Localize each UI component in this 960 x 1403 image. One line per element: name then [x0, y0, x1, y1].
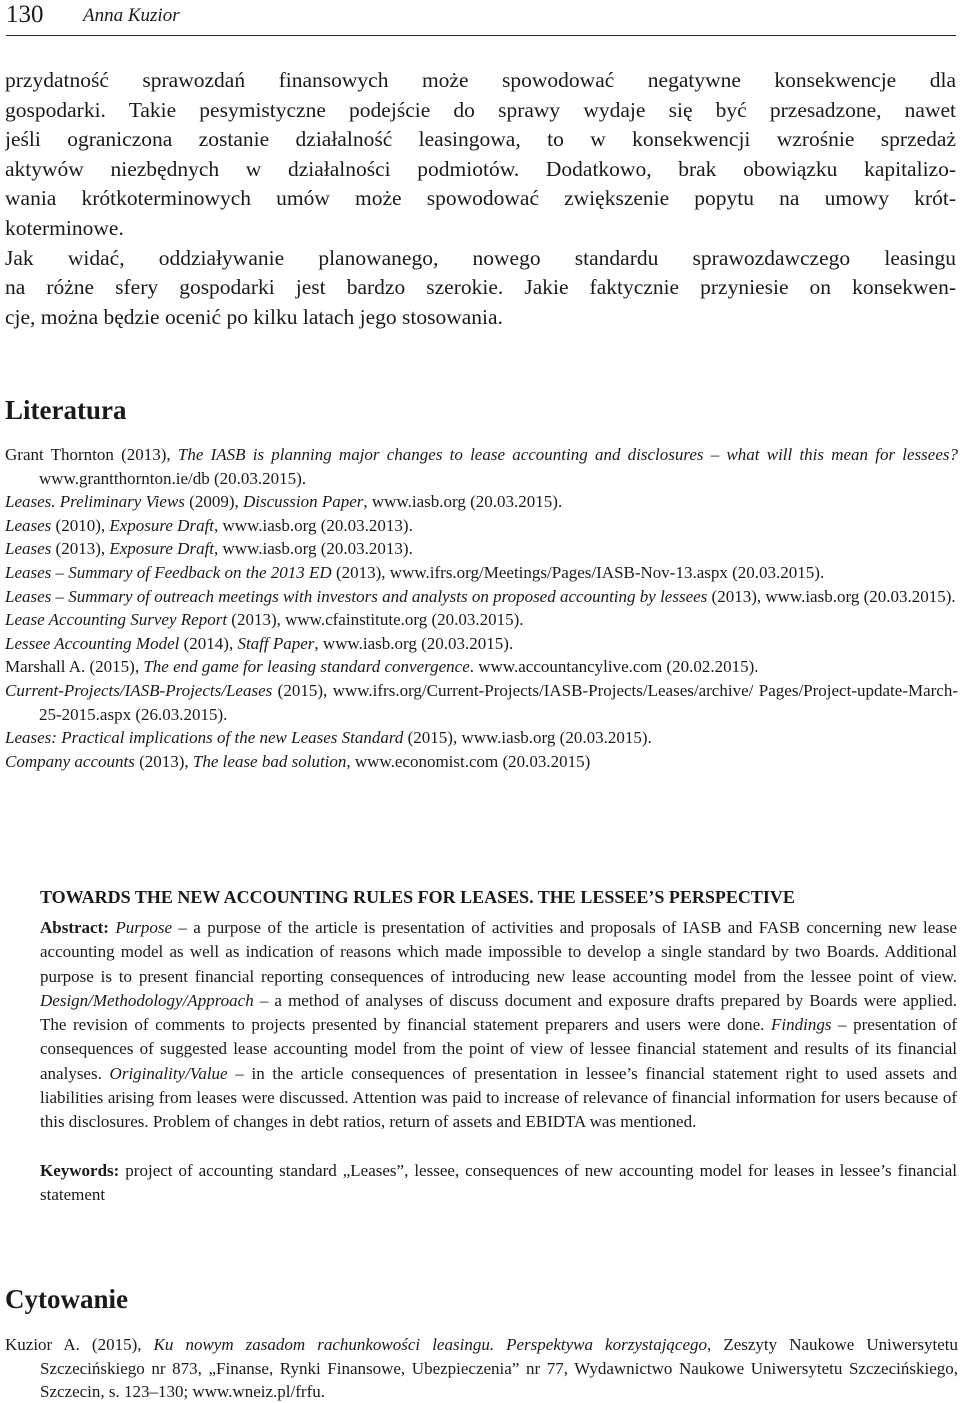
keywords-paragraph: Keywords: project of accounting standard „Leases”, lessee, consequences of new accounting model for leases in lessee’s financial statement	[40, 1160, 957, 1204]
reference-item: Leases: Practical implications of the new Leases Standard (2015), www.iasb.org (20.03.2015).	[5, 728, 652, 748]
body-line: koterminowe.	[5, 215, 124, 240]
reference-item: Leases (2010), Exposure Draft, www.iasb.org (20.03.2013).	[5, 515, 413, 535]
body-line: aktywów niezbędnych w działalności podmiotów. Dodatkowo, brak obowiązku kapitalizo-	[5, 156, 956, 181]
body-line: przydatność sprawozdań finansowych może spowodować negatywne konsekwencje dla	[5, 68, 956, 92]
reference-item: Company accounts (2013), The lease bad solution, www.economist.com (20.03.2015)	[5, 751, 591, 771]
reference-item: Leases – Summary of outreach meetings with investors and analysts on proposed accounting by lessees (2013), www.iasb.org (20.03.2015).	[5, 586, 956, 606]
reference-item: Marshall A. (2015), The end game for leasing standard convergence. www.accountancylive.com (20.02.2015).	[5, 657, 759, 677]
abstract-paragraph: Abstract: Purpose – a purpose of the article is presentation of activities and proposals of IASB and FASB concerning new lease accounting model as well as indication of reasons which made impossible to develop a single standard by two Boards. Additional purpose is to present financial reporting consequences of introducing new lease accounting model from the lessee point of view. Design/Methodology/Approach – a method of analyses of discuss document and exposure drafts prepared by Boards were applied. The revision of comments to projects presented by financial statement preparers and users were done. Findings – presentation of consequences of suggested lease accounting model from the point of view of lessee financial statement and results of its financial analyses. Originality/Value – in the article consequences of presentation in lessee’s financial statement right to used assets and liabilities arising from leases were discussed. Attention was paid to increase of relevance of financial information for users because of this disclosures. Problem of changes in debt ratios, return of assets and EBIDTA was mentioned.	[40, 918, 957, 1132]
body-line: Jak widać, oddziaływanie planowanego, nowego standardu sprawozdawczego leasingu	[5, 245, 956, 270]
body-text	[5, 66, 956, 332]
body-line: na różne sfery gospodarki jest bardzo szerokie. Jakie faktycznie przyniesie on konsekwen-	[5, 275, 956, 300]
reference-item: Leases. Preliminary Views (2009), Discussion Paper, www.iasb.org (20.03.2015).	[5, 492, 563, 512]
reference-item: Lessee Accounting Model (2014), Staff Paper, www.iasb.org (20.03.2015).	[5, 633, 514, 653]
reference-item: Leases (2013), Exposure Draft, www.iasb.org (20.03.2013).	[5, 539, 413, 559]
cytowanie-heading: Cytowanie	[5, 1284, 128, 1314]
body-line: jeśli ograniczona zostanie działalność leasingowa, to w konsekwencji wzrośnie sprzedaż	[5, 127, 956, 152]
reference-item: Lease Accounting Survey Report (2013), www.cfainstitute.org (20.03.2015).	[5, 610, 524, 630]
citation-text: Kuzior A. (2015), Ku nowym zasadom rachunkowości leasingu. Perspektywa korzystającego, Zeszyty Naukowe Uniwersytetu Szczecińskiego nr 873, „Finanse, Rynki Finansowe, Ubezpieczenia” nr 77, Wydawnictwo Naukowe Uniwersytetu Szczecińskiego, Szczecin, s. 123–130; www.wneiz.pl/frfu.	[5, 1335, 958, 1401]
reference-item: Leases – Summary of Feedback on the 2013 ED (2013), www.ifrs.org/Meetings/Pages/IASB-Nov-13.aspx (20.03.2015).	[5, 562, 825, 582]
english-title: TOWARDS THE NEW ACCOUNTING RULES FOR LEASES. THE LESSEE’S PERSPECTIVE	[40, 887, 795, 907]
reference-item: Grant Thornton (2013), The IASB is planning major changes to lease accounting and disclosures – what will this mean for lessees? www.grantthornton.ie/db (20.03.2015).	[5, 445, 958, 488]
english-summary	[40, 884, 957, 1207]
running-header	[6, 0, 956, 36]
body-line: cje, można będzie ocenić po kilku latach jego stosowania.	[5, 304, 503, 329]
body-line: gospodarki. Takie pesymistyczne podejście do sprawy wydaje się być przesadzone, nawet	[5, 97, 956, 122]
page-number: 130	[6, 1, 44, 28]
running-author: Anna Kuzior	[83, 5, 180, 26]
reference-item: Current-Projects/IASB-Projects/Leases (2015), www.ifrs.org/Current-Projects/IASB-Projects/Leases/archive/ Pages/Project-update-March-25-2015.aspx (26.03.2015).	[5, 680, 958, 724]
literatura-heading: Literatura	[5, 395, 127, 425]
reference-list	[5, 443, 958, 773]
body-line: wania krótkoterminowych umów może spowodować zwiększenie popytu na umowy krót-	[5, 186, 956, 211]
